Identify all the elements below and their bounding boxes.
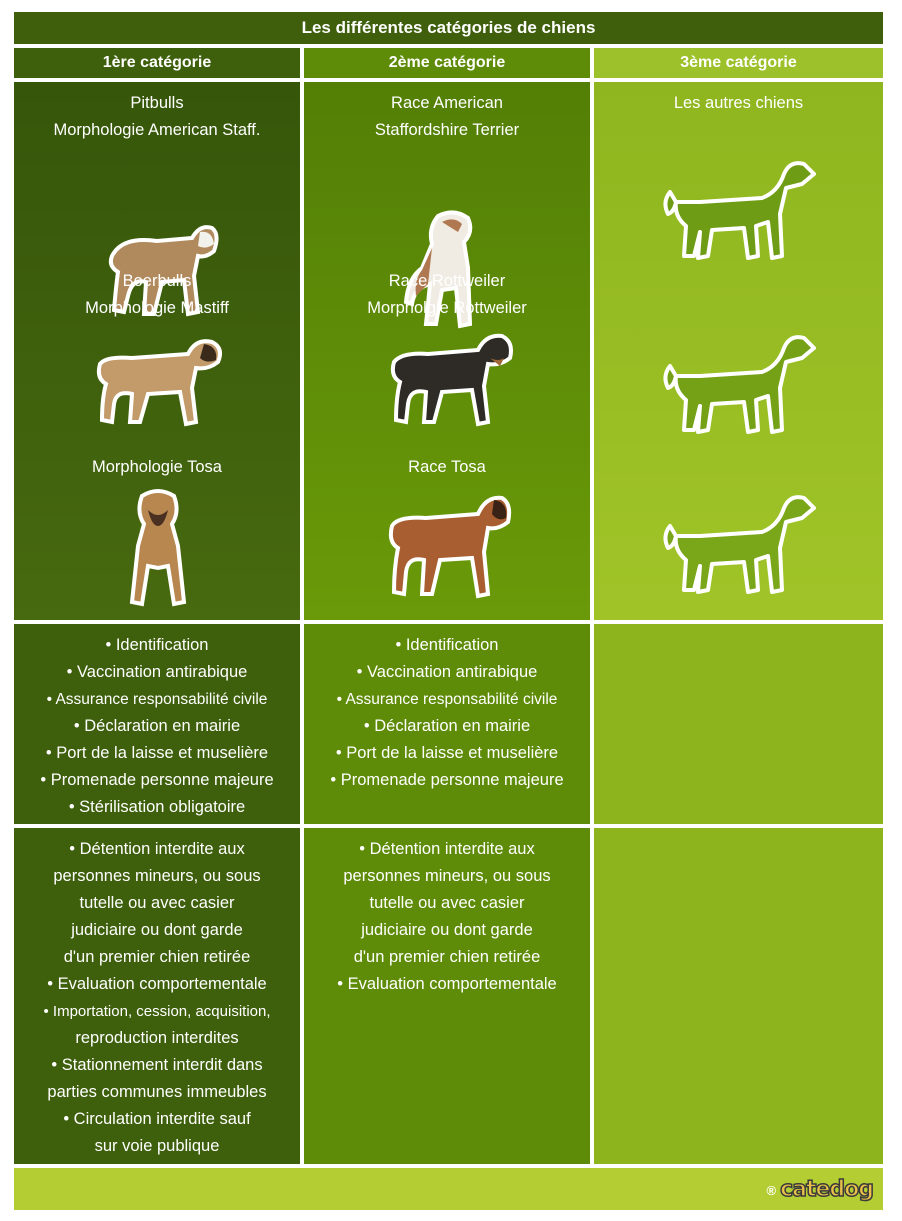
cat2-breed3-label [304,454,590,481]
list-item: tutelle ou avec casier [369,894,525,912]
cat1-breed2-line2: Morphologie Mastiff [85,299,229,317]
list-item: • Promenade personne majeure [330,771,564,789]
cat2-restrictions [304,828,590,1164]
list-item: judiciaire ou dont garde [71,921,243,939]
brand-name: catedog [780,1177,873,1202]
list-item: sur voie publique [94,1137,220,1155]
list-item: • Stérilisation obligatoire [68,798,246,816]
cat2-breed2-line2: Morpholgie Rottweiler [367,299,527,317]
cat2-breed1-line2: Staffordshire Terrier [374,121,520,139]
list-item: • Assurance responsabilité civile [336,691,558,708]
cat3-obligations [594,624,883,824]
list-item: • Détention interdite aux [359,840,535,858]
list-item: personnes mineurs, ou sous [53,867,261,885]
cat3-breeds [594,82,883,620]
dog-silhouette-icon [656,486,816,604]
list-item: • Déclaration en mairie [363,717,531,735]
footer [14,1168,883,1210]
cat3-breed1-line1: Les autres chiens [673,94,804,112]
table-title: Les différentes catégories de chiens [14,12,883,44]
cat1-breed2-label [14,268,300,322]
cat2-breed1-line1: Race American [391,94,503,112]
list-item: • Assurance responsabilité civile [46,691,268,708]
list-item: • Port de la laisse et muselière [45,744,269,762]
cat2-breed3-line1: Race Tosa [408,458,486,476]
list-item: d'un premier chien retirée [63,948,251,966]
cat1-breed1-label [14,90,300,144]
list-item: • Vaccination antirabique [356,663,538,681]
header-cat2: 2ème catégorie [304,48,590,78]
catedog-logo [766,1176,873,1202]
boerbull-dog-photo-icon [92,334,226,432]
registered-mark: ® [766,1182,777,1198]
header-cat1: 1ère catégorie [14,48,300,78]
list-item: • Port de la laisse et muselière [335,744,559,762]
list-item: judiciaire ou dont garde [361,921,533,939]
dog-silhouette-icon [656,152,816,270]
cat1-breeds [14,82,300,620]
cat1-breed1-line1: Pitbulls [130,94,184,112]
list-item: tutelle ou avec casier [79,894,235,912]
cat2-obligations [304,624,590,824]
cat2-breed1-label [304,90,590,144]
cat3-restrictions [594,828,883,1164]
cat1-restrictions [14,828,300,1164]
cat1-obligations [14,624,300,824]
cat2-restrictions-list [304,836,590,998]
list-item: d'un premier chien retirée [353,948,541,966]
list-item: • Evaluation comportementale [47,975,267,993]
cat1-breed1-line2: Morphologie American Staff. [53,121,261,139]
list-item: • Déclaration en mairie [73,717,241,735]
cat1-restrictions-list [14,836,300,1160]
cat1-obligations-list [14,632,300,821]
list-item: • Identification [105,636,209,654]
list-item: • Promenade personne majeure [40,771,274,789]
list-item: personnes mineurs, ou sous [343,867,551,885]
list-item: • Identification [395,636,499,654]
categories-table [14,12,883,1210]
tosa-race-dog-photo-icon [384,488,514,604]
cat1-breed3-label [14,454,300,481]
cat3-breed1-label [594,90,883,117]
list-item: • Détention interdite aux [69,840,245,858]
list-item: reproduction interdites [75,1029,239,1047]
cat2-obligations-list [304,632,590,794]
dog-silhouette-icon [656,326,816,444]
cat1-breed3-line1: Morphologie Tosa [92,458,222,476]
list-item: • Vaccination antirabique [66,663,248,681]
cat1-breed2-line1: Boerbulls [122,272,192,290]
list-item: • Stationnement interdit dans [51,1056,263,1074]
tosa-dog-photo-icon [118,486,198,610]
list-item: • Circulation interdite sauf [63,1110,251,1128]
cat2-breed2-label [304,268,590,322]
cat2-breeds [304,82,590,620]
list-item: • Importation, cession, acquisition, [43,1003,271,1020]
list-item: parties communes immeubles [47,1083,267,1101]
cat2-breed2-line1: Race Rottweiler [388,272,506,290]
rottweiler-dog-photo-icon [386,328,516,432]
list-item: • Evaluation comportementale [337,975,557,993]
header-cat3: 3ème catégorie [594,48,883,78]
